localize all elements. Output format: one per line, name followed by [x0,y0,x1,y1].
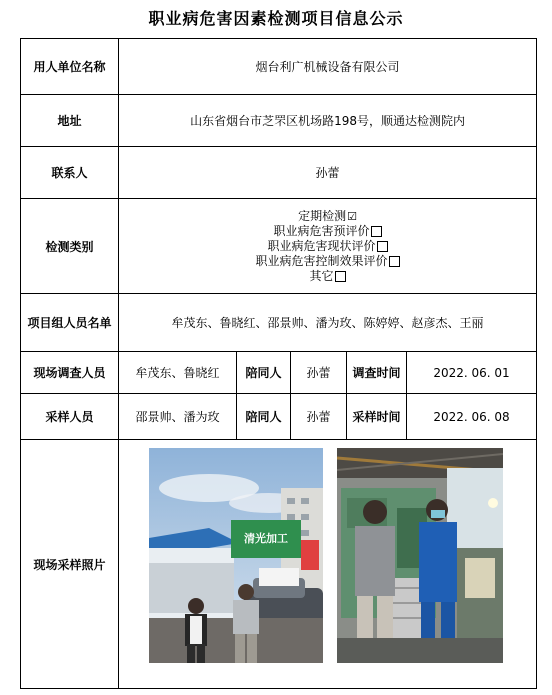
checkbox-empty [377,241,388,252]
row-contact [21,147,537,199]
type-list [256,209,400,284]
unit-value: 烟台利广机械设备有限公司 [119,39,537,95]
site-photo-outdoor [149,448,323,663]
type-item: 职业病危害预评价 [256,224,400,239]
page-title: 职业病危害因素检测项目信息公示 [148,9,404,28]
photos-label: 现场采样照片 [21,440,119,689]
survey-escort-value: 孙蕾 [291,352,347,394]
survey-label: 现场调查人员 [21,352,119,394]
type-item: 职业病危害控制效果评价 [256,254,400,269]
row-sampling [21,394,537,440]
team-value: 牟茂东、鲁晓红、邵景帅、潘为玫、陈婷婷、赵彦杰、王丽 [119,294,537,352]
address-value: 山东省烟台市芝罘区机场路198号，顺通达检测院内 [119,95,537,147]
survey-time-value: 2022. 06. 01 [407,352,537,394]
contact-label: 联系人 [21,147,119,199]
site-photo-workshop [337,448,503,663]
survey-escort-label: 陪同人 [237,352,291,394]
sampling-escort-label: 陪同人 [237,394,291,440]
type-item: 其它 [256,269,400,284]
photos-cell [119,440,537,689]
contact-value: 孙蕾 [119,147,537,199]
survey-time-label: 调查时间 [347,352,407,394]
type-list-cell [119,199,537,294]
row-type [21,199,537,294]
row-photos [21,440,537,689]
unit-label: 用人单位名称 [21,39,119,95]
sampling-escort-value: 孙蕾 [291,394,347,440]
sampling-time-label: 采样时间 [347,394,407,440]
checkbox-empty [371,226,382,237]
type-label: 检测类别 [21,199,119,294]
type-item: 定期检测☑ [298,208,357,223]
checkbox-checked: ☑ [347,209,357,223]
checkbox-empty [335,271,346,282]
sampling-time-value: 2022. 06. 08 [407,394,537,440]
type-item: 职业病危害现状评价 [256,239,400,254]
row-address [21,95,537,147]
photos-area [119,440,536,688]
checkbox-empty [389,256,400,267]
address-label: 地址 [21,95,119,147]
row-survey [21,352,537,394]
team-label: 项目组人员名单 [21,294,119,352]
sampling-label: 采样人员 [21,394,119,440]
survey-value: 牟茂东、鲁晓红 [119,352,237,394]
row-unit [21,39,537,95]
sampling-value: 邵景帅、潘为玫 [119,394,237,440]
info-table [20,38,537,689]
row-team [21,294,537,352]
sign-text: 清光加工 [244,532,288,545]
